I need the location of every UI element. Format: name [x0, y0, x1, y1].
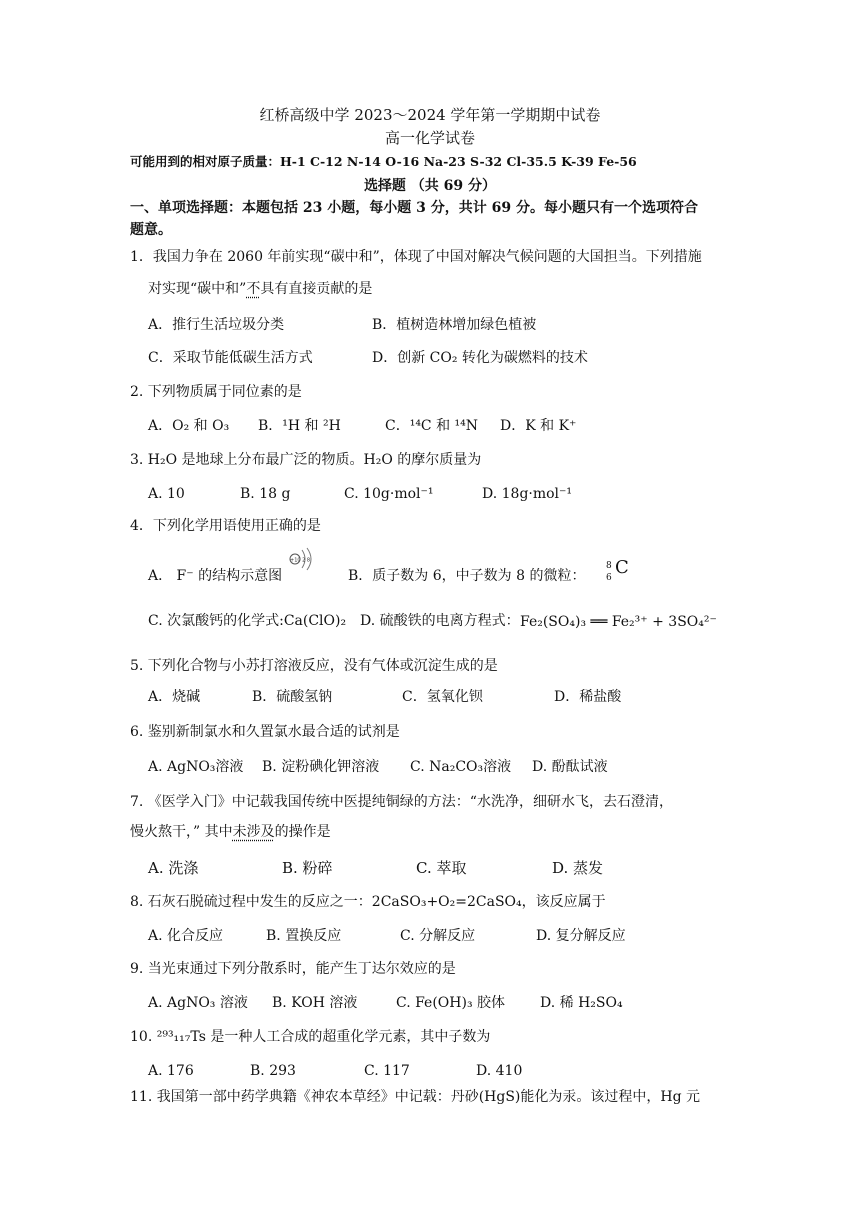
q4-option-b[interactable]: B．质子数为 6，中子数为 8 的微粒： — [348, 568, 586, 584]
q3-option-a[interactable]: A. 10 — [148, 486, 185, 502]
exam-title: 红桥高级中学 2023～2024 学年第一学期期中试卷 — [259, 106, 601, 124]
q8-option-a[interactable]: A. 化合反应 — [148, 928, 224, 944]
atom-label: +10 2 8 — [290, 557, 311, 564]
q1-option-c[interactable]: C．采取节能低碳生活方式 — [148, 350, 313, 366]
question-2-stem: 2. 下列物质属于同位素的是 — [130, 384, 302, 400]
q3-option-d[interactable]: D. 18g·mol⁻¹ — [482, 486, 573, 502]
q9-option-b[interactable]: B. KOH 溶液 — [272, 995, 358, 1011]
stem-text: 的操作是 — [274, 824, 331, 840]
question-11-stem: 11. 我国第一部中药学典籍《神农本草经》中记载：丹砂(HgS)能化为汞。该过程中，Hg 元 — [130, 1089, 701, 1105]
question-10-stem: 10. ²⁹³₁₁₇Ts 是一种人工合成的超重化学元素，其中子数为 — [130, 1029, 491, 1045]
q7-option-a[interactable]: A. 洗涤 — [148, 859, 199, 877]
stem-text: 具有直接贡献的是 — [260, 281, 373, 297]
question-7-stem: 7. 《医学入门》中记载我国传统中医提纯铜绿的方法：“水洗净，细研水飞，去石澄清， — [130, 794, 673, 810]
q9-option-a[interactable]: A. AgNO₃ 溶液 — [148, 995, 248, 1011]
q5-option-a[interactable]: A．烧碱 — [148, 689, 201, 705]
q8-option-c[interactable]: C. 分解反应 — [400, 928, 476, 944]
q4-option-d[interactable]: D. 硫酸铁的电离方程式： — [360, 613, 520, 629]
element-symbol: C — [615, 557, 629, 578]
question-4-stem: 4．下列化学用语使用正确的是 — [130, 518, 321, 534]
question-1-stem-cont — [148, 279, 372, 299]
question-8-stem: 8. 石灰石脱硫过程中发生的反应之一：2CaSO₃+O₂=2CaSO₄，该反应属于 — [130, 894, 606, 910]
atomic-number: 6 — [606, 573, 612, 583]
q5-option-b[interactable]: B．硫酸氢钠 — [252, 689, 333, 705]
q7-option-b[interactable]: B. 粉碎 — [282, 859, 333, 877]
q5-option-d[interactable]: D．稀盐酸 — [554, 689, 622, 705]
fluoride-atom-structure-icon — [286, 546, 316, 572]
q3-option-b[interactable]: B. 18 g — [240, 486, 291, 502]
mass-number: 8 — [606, 561, 612, 571]
emphasis-mark: 不 — [246, 281, 261, 297]
q10-option-a[interactable]: A. 176 — [148, 1063, 194, 1079]
q8-option-d[interactable]: D. 复分解反应 — [536, 928, 626, 944]
emphasis-mark: 未涉及 — [232, 824, 275, 840]
q4-option-c[interactable]: C. 次氯酸钙的化学式:Ca(ClO)₂ — [148, 613, 347, 629]
q2-option-b[interactable]: B．¹H 和 ²H — [258, 418, 341, 434]
q8-option-b[interactable]: B. 置换反应 — [266, 928, 342, 944]
q6-option-d[interactable]: D. 酚酞试液 — [532, 759, 608, 775]
q5-option-c[interactable]: C．氢氧化钡 — [402, 689, 483, 705]
q9-option-c[interactable]: C. Fe(OH)₃ 胶体 — [396, 995, 506, 1011]
q1-option-a[interactable]: A．推行生活垃圾分类 — [148, 317, 285, 333]
q1-option-d[interactable]: D．创新 CO₂ 转化为碳燃料的技术 — [372, 350, 588, 366]
q9-option-d[interactable]: D. 稀 H₂SO₄ — [540, 995, 623, 1011]
question-6-stem: 6. 鉴别新制氯水和久置氯水最合适的试剂是 — [130, 724, 400, 740]
section-intro-cont: 题意。 — [130, 222, 172, 238]
ionization-equation: Fe₂(SO₄)₃ ══ Fe₂³⁺ + 3SO₄²⁻ — [520, 614, 717, 630]
q6-option-b[interactable]: B. 淀粉碘化钾溶液 — [262, 759, 380, 775]
question-9-stem: 9. 当光束通过下列分散系时，能产生丁达尔效应的是 — [130, 961, 456, 977]
q6-option-a[interactable]: A. AgNO₃溶液 — [148, 759, 244, 775]
section-title: 选择题 （共 69 分） — [363, 178, 497, 194]
atomic-masses: 可能用到的相对原子质量：H-1 C-12 N-14 O-16 Na-23 S-32 Cl-35.5 K-39 Fe-56 — [130, 154, 637, 169]
q6-option-c[interactable]: C. Na₂CO₃溶液 — [410, 759, 512, 775]
question-1-stem: 1．我国力争在 2060 年前实现“碳中和”，体现了中国对解决气候问题的大国担当。下列措施 — [130, 249, 702, 265]
q10-option-c[interactable]: C. 117 — [364, 1063, 410, 1079]
q10-option-d[interactable]: D. 410 — [476, 1063, 523, 1079]
stem-text: 对实现“碳中和” — [148, 281, 247, 297]
q4-option-a[interactable]: A． F⁻ 的结构示意图 — [148, 568, 283, 584]
carbon-nuclide — [606, 557, 636, 584]
question-3-stem: 3. H₂O 是地球上分布最广泛的物质。H₂O 的摩尔质量为 — [130, 452, 482, 468]
q7-option-d[interactable]: D. 蒸发 — [552, 859, 604, 877]
q2-option-c[interactable]: C．¹⁴C 和 ¹⁴N — [385, 418, 479, 434]
question-7-stem-cont — [130, 822, 331, 842]
section-intro: 一、单项选择题：本题包括 23 小题，每小题 3 分，共计 69 分。每小题只有一个选项符合 — [130, 200, 698, 216]
q10-option-b[interactable]: B. 293 — [250, 1063, 296, 1079]
stem-text: 慢火熬干，” 其中 — [130, 824, 233, 840]
q2-option-d[interactable]: D．K 和 K⁺ — [500, 418, 577, 434]
exam-subtitle: 高一化学试卷 — [384, 129, 475, 147]
question-5-stem: 5. 下列化合物与小苏打溶液反应，没有气体或沉淀生成的是 — [130, 658, 498, 674]
q2-option-a[interactable]: A．O₂ 和 O₃ — [148, 418, 230, 434]
q7-option-c[interactable]: C. 萃取 — [416, 859, 467, 877]
q3-option-c[interactable]: C. 10g·mol⁻¹ — [344, 486, 434, 502]
q1-option-b[interactable]: B．植树造林增加绿色植被 — [372, 317, 537, 333]
